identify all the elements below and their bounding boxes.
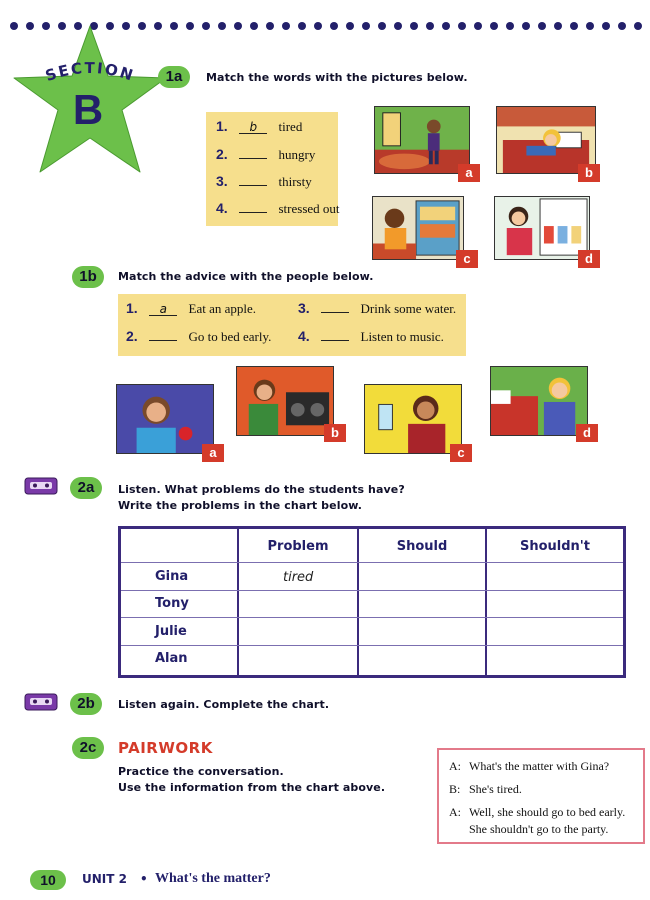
item-number: 1. [216, 118, 228, 134]
border-dot [218, 22, 226, 30]
exercise-1a-badge: 1a [158, 66, 190, 88]
picture-girl-bed [490, 366, 588, 436]
picture-label-a: a [458, 164, 480, 182]
exercise-2a-instruction-line1: Listen. What problems do the students have? [118, 483, 405, 496]
border-dot [618, 22, 626, 30]
exercise-1a-word-box [206, 112, 338, 226]
unit-label: UNIT 2 [82, 872, 127, 886]
picture-man-apple [116, 384, 214, 454]
exercise-2b-instruction: Listen again. Complete the chart. [118, 698, 330, 711]
item-word: thirsty [278, 174, 312, 189]
picture-label-b: b [324, 424, 346, 442]
picture-tired-girl-room [374, 106, 470, 174]
dialog-text: Well, she should go to bed early. [469, 805, 626, 819]
row-name-julie: Julie [155, 624, 187, 639]
border-dot [490, 22, 498, 30]
item-advice: Eat an apple. [188, 301, 256, 316]
item-word: hungry [278, 147, 316, 162]
list-item [126, 300, 256, 317]
item-advice: Go to bed early. [188, 329, 272, 344]
list-item [216, 173, 312, 190]
list-item [298, 328, 444, 345]
row-name-gina: Gina [155, 569, 189, 584]
border-dot [346, 22, 354, 30]
row-name-tony: Tony [155, 596, 189, 611]
exercise-2b-badge: 2b [70, 693, 102, 715]
border-dot [442, 22, 450, 30]
border-dot [378, 22, 386, 30]
exercise-1a-instruction: Match the words with the pictures below. [206, 71, 468, 84]
answer-blank[interactable] [321, 312, 349, 313]
exercise-2a-instruction-line2: Write the problems in the chart below. [118, 499, 363, 512]
picture-label-d: d [576, 424, 598, 442]
border-dot [474, 22, 482, 30]
answer-blank[interactable] [239, 185, 267, 186]
list-item [216, 118, 302, 135]
picture-label-c: c [450, 444, 472, 462]
exercise-2c-instruction-line1: Practice the conversation. [118, 765, 284, 778]
border-dot [186, 22, 194, 30]
speaker: B: [449, 782, 461, 796]
speaker [449, 821, 469, 838]
border-dot [394, 22, 402, 30]
item-word: tired [278, 119, 303, 134]
item-advice: Listen to music. [360, 329, 444, 344]
exercise-1b-badge: 1b [72, 266, 104, 288]
item-number: 3. [216, 173, 228, 189]
page-number: 10 [30, 870, 66, 890]
section-letter: B [72, 86, 104, 133]
border-dot [458, 22, 466, 30]
list-item [126, 328, 271, 345]
border-dot [602, 22, 610, 30]
exercise-2a-badge: 2a [70, 477, 102, 499]
border-dot [634, 22, 642, 30]
picture-label-a: a [202, 444, 224, 462]
border-dot [570, 22, 578, 30]
border-dot [298, 22, 306, 30]
column-header-problem: Problem [267, 539, 329, 554]
list-item [216, 146, 315, 163]
border-dot [586, 22, 594, 30]
dialog-text: She's tired. [469, 782, 522, 796]
column-header-should: Should [396, 539, 448, 554]
border-dot [554, 22, 562, 30]
border-dot [234, 22, 242, 30]
item-number: 2. [216, 146, 228, 162]
picture-label-c: c [456, 250, 478, 268]
answer-blank[interactable]: b [239, 121, 267, 134]
dialog-line [449, 781, 637, 798]
border-dot [330, 22, 338, 30]
row-name-alan: Alan [155, 651, 188, 666]
unit-title: What's the matter? [155, 871, 271, 886]
dialog-text: She shouldn't go to the party. [469, 822, 609, 836]
border-dot [362, 22, 370, 30]
border-dot [522, 22, 530, 30]
border-dot [426, 22, 434, 30]
border-dot [314, 22, 322, 30]
picture-label-b: b [578, 164, 600, 182]
border-dot [250, 22, 258, 30]
answer-blank[interactable] [239, 212, 267, 213]
exercise-1b-advice-box [118, 294, 466, 356]
item-number: 1. [126, 300, 138, 316]
speaker: A: [449, 805, 461, 819]
problems-chart [118, 526, 626, 678]
border-dot [202, 22, 210, 30]
exercise-2c-badge: 2c [72, 737, 104, 759]
dialog-line [449, 758, 637, 775]
picture-girl-drinks [494, 196, 590, 260]
item-number: 4. [216, 200, 228, 216]
item-advice: Drink some water. [360, 301, 457, 316]
exercise-1b-instruction: Match the advice with the people below. [118, 270, 374, 283]
item-number: 4. [298, 328, 310, 344]
dialog-line [449, 821, 637, 838]
picture-boy-fridge [372, 196, 464, 260]
answer-blank[interactable]: a [149, 303, 177, 316]
speaker: A: [449, 759, 461, 773]
pairwork-heading: PAIRWORK [118, 739, 213, 757]
svg-text:SECTION: SECTION [42, 58, 137, 86]
item-word: stressed out [278, 201, 340, 216]
dialog-text: What's the matter with Gina? [469, 759, 610, 773]
list-item [298, 300, 456, 317]
answer-blank[interactable] [149, 340, 177, 341]
picture-label-d: d [578, 250, 600, 268]
answer-blank[interactable] [239, 158, 267, 159]
dialog-line [449, 804, 637, 821]
answer-blank[interactable] [321, 340, 349, 341]
border-dot [282, 22, 290, 30]
cell-gina-problem[interactable]: tired [283, 570, 314, 585]
item-number: 3. [298, 300, 310, 316]
cassette-icon [24, 477, 58, 495]
border-dot [266, 22, 274, 30]
conversation-box [437, 748, 645, 844]
border-dot [538, 22, 546, 30]
footer-bullet: • [140, 872, 148, 886]
item-number: 2. [126, 328, 138, 344]
cassette-icon [24, 693, 58, 711]
border-dot [410, 22, 418, 30]
list-item [216, 200, 340, 217]
picture-girl-water [364, 384, 462, 454]
border-dot [506, 22, 514, 30]
picture-boy-music [236, 366, 334, 436]
exercise-2c-instruction-line2: Use the information from the chart above. [118, 781, 386, 794]
column-header-shouldnt: Shouldn't [519, 539, 590, 554]
